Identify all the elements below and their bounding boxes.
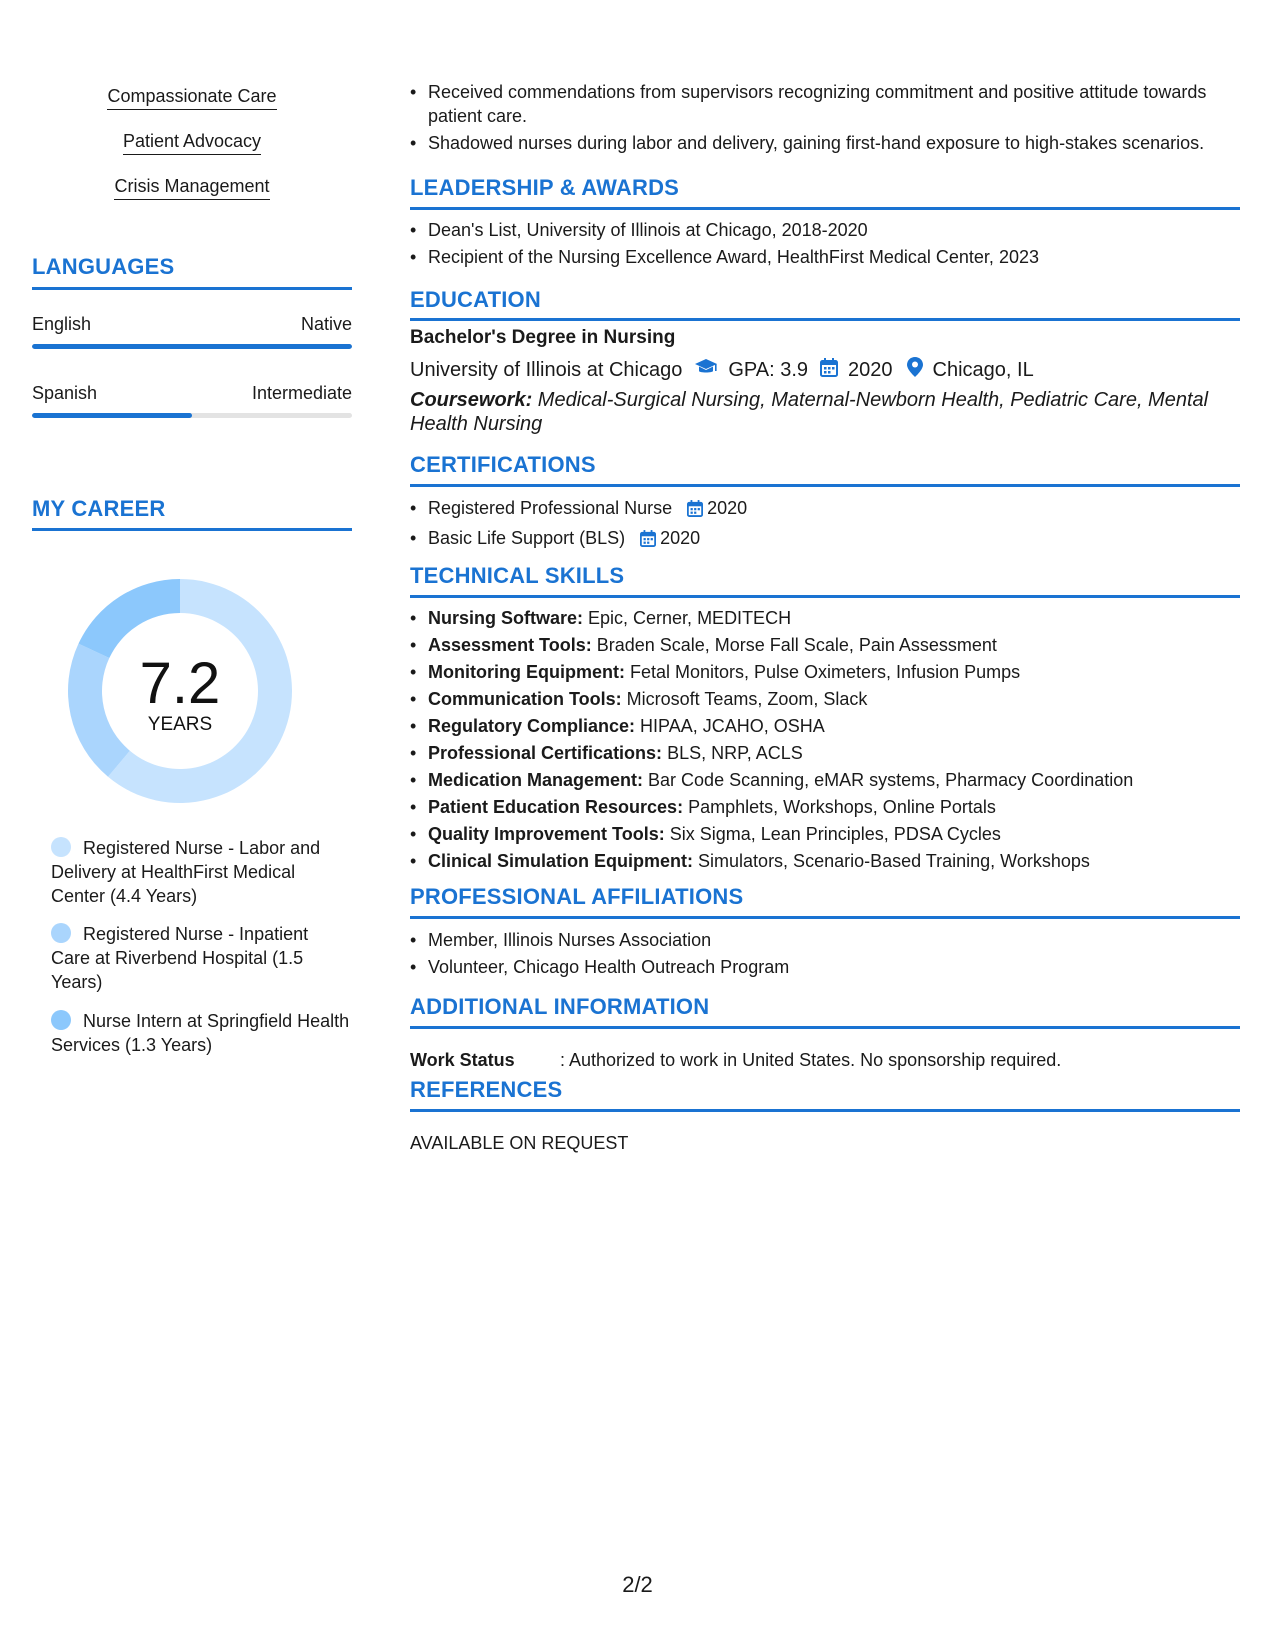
career-legend-label: Registered Nurse - Inpatient Care at Riverbend Hospital (1.5 Years) [51,924,309,992]
work-status-row [410,1050,1061,1071]
language-row [32,314,352,335]
tech-skill-label: Communication Tools: [428,689,622,709]
tech-skill-value: Simulators, Scenario-Based Training, Workshops [693,851,1090,871]
references-text: AVAILABLE ON REQUEST [410,1133,629,1153]
language-bar [32,344,352,349]
language-row [32,383,352,404]
tech-skill-label: Professional Certifications: [428,743,663,763]
tech-skill-label: Nursing Software: [428,608,584,628]
education-year: 2020 [848,358,893,381]
map-pin-icon [907,357,923,383]
graduation-cap-icon [694,358,718,382]
tech-skill-value: Pamphlets, Workshops, Online Portals [683,797,996,817]
tech-skill-value: Fetal Monitors, Pulse Oximeters, Infusion Pumps [624,662,1021,682]
education-details [410,357,1034,383]
language-bar [32,413,352,418]
leadership-item: • Dean's List, University of Illinois at Chicago, 2018-2020 [410,218,1240,242]
certification-item [410,526,1240,553]
affiliations-list [410,928,1240,982]
legend-dot [51,1010,71,1030]
certification-item [410,496,1240,523]
donut-center [66,577,294,805]
tech-skill-item [410,822,1240,846]
career-total-years: 7.2 [139,651,221,716]
tech-skill-label: Monitoring Equipment: [428,662,625,682]
tech-skill-label: Assessment Tools: [428,635,592,655]
tech-skill-label: Regulatory Compliance: [428,716,636,736]
tech-skill-item [410,606,1240,630]
tech-skill-value: Bar Code Scanning, eMAR systems, Pharmacy Coordination [643,770,1134,790]
references-divider [410,1109,1240,1112]
certification-year: 2020 [707,498,748,518]
technical-skills-divider [410,595,1240,598]
tech-skill-item [410,633,1240,657]
tech-skill-item [410,660,1240,684]
tech-skill-value: Microsoft Teams, Zoom, Slack [621,689,868,709]
skill-tag [32,131,352,152]
coursework-text: Medical-Surgical Nursing, Maternal-Newborn Health, Pediatric Care, Mental Health Nursing [410,389,1209,435]
tech-skill-value: Six Sigma, Lean Principles, PDSA Cycles [664,824,1001,844]
references-title: REFERENCES [410,1077,563,1102]
education-divider [410,318,1240,321]
tech-skill-value: BLS, NRP, ACLS [662,743,803,763]
technical-skills-title: TECHNICAL SKILLS [410,563,625,588]
technical-skills-list [410,606,1240,876]
affiliation-item: • Member, Illinois Nurses Association [410,928,1240,952]
additional-info-title: ADDITIONAL INFORMATION [410,994,710,1019]
career-title: MY CAREER [32,496,166,521]
experience-bullets [410,80,1240,155]
coursework-label: Coursework: [410,389,533,411]
education-location: Chicago, IL [932,358,1034,381]
page-number: 2/2 [622,1572,653,1597]
work-status-label: Work Status [410,1050,515,1070]
language-bar-fill [32,344,352,349]
career-legend-item [51,836,351,908]
leadership-divider [410,207,1240,210]
calendar-icon [687,499,703,523]
skill-tag [32,176,352,197]
tech-skill-label: Patient Education Resources: [428,797,684,817]
leadership-list [410,218,1240,272]
tech-skill-item [410,768,1240,792]
legend-dot [51,837,71,857]
skill-tag-label: Compassionate Care [107,86,276,110]
career-legend-label: Nurse Intern at Springfield Health Services (1.3 Years) [51,1011,350,1055]
education-title: EDUCATION [410,287,541,312]
tech-skill-label: Medication Management: [428,770,644,790]
additional-info-divider [410,1026,1240,1029]
calendar-icon [820,358,838,383]
education-degree: Bachelor's Degree in Nursing [410,327,676,348]
calendar-icon [640,529,656,553]
tech-skill-label: Quality Improvement Tools: [428,824,665,844]
experience-bullet: • Shadowed nurses during labor and delivery, gaining first-hand exposure to high-stakes scenarios. [410,131,1240,155]
career-donut-chart [66,577,294,805]
tech-skill-item [410,795,1240,819]
education-coursework [410,388,1230,436]
career-total-unit: YEARS [147,714,213,735]
career-divider [32,528,352,531]
career-legend-label: Registered Nurse - Labor and Delivery at HealthFirst Medical Center (4.4 Years) [51,838,321,906]
education-gpa: GPA: 3.9 [728,358,809,381]
tech-skill-item [410,849,1240,873]
tech-skill-label: Clinical Simulation Equipment: [428,851,694,871]
affiliations-title: PROFESSIONAL AFFILIATIONS [410,884,744,909]
tech-skill-value: Epic, Cerner, MEDITECH [583,608,792,628]
skill-tag [32,86,352,107]
tech-skill-item [410,741,1240,765]
language-level: Native [300,314,352,334]
certification-year: 2020 [660,528,701,548]
language-bar-fill [32,413,192,418]
education-school: University of Illinois at Chicago [410,358,683,381]
tech-skill-item [410,687,1240,711]
certification-name: Registered Professional Nurse [428,498,673,518]
affiliations-divider [410,916,1240,919]
affiliation-item: • Volunteer, Chicago Health Outreach Program [410,955,1240,979]
certifications-title: CERTIFICATIONS [410,452,596,477]
language-name: Spanish [32,383,98,403]
languages-divider [32,287,352,290]
leadership-title: LEADERSHIP & AWARDS [410,175,680,200]
languages-title: LANGUAGES [32,254,175,279]
career-legend-item [51,922,351,994]
skill-tag-label: Crisis Management [114,176,269,200]
tech-skill-value: Braden Scale, Morse Fall Scale, Pain Assessment [591,635,997,655]
experience-bullet: • Received commendations from supervisors recognizing commitment and positive attitude towards patient care. [410,80,1240,128]
tech-skill-item [410,714,1240,738]
certifications-divider [410,484,1240,487]
career-legend-item [51,1009,351,1057]
skill-tag-label: Patient Advocacy [123,131,261,155]
language-name: English [32,314,92,334]
language-level: Intermediate [251,383,352,403]
work-status-value: : Authorized to work in United States. No sponsorship required. [560,1050,1062,1070]
legend-dot [51,923,71,943]
certifications-list [410,496,1240,556]
tech-skill-value: HIPAA, JCAHO, OSHA [635,716,825,736]
certification-name: Basic Life Support (BLS) [428,528,626,548]
leadership-item: • Recipient of the Nursing Excellence Award, HealthFirst Medical Center, 2023 [410,245,1240,269]
